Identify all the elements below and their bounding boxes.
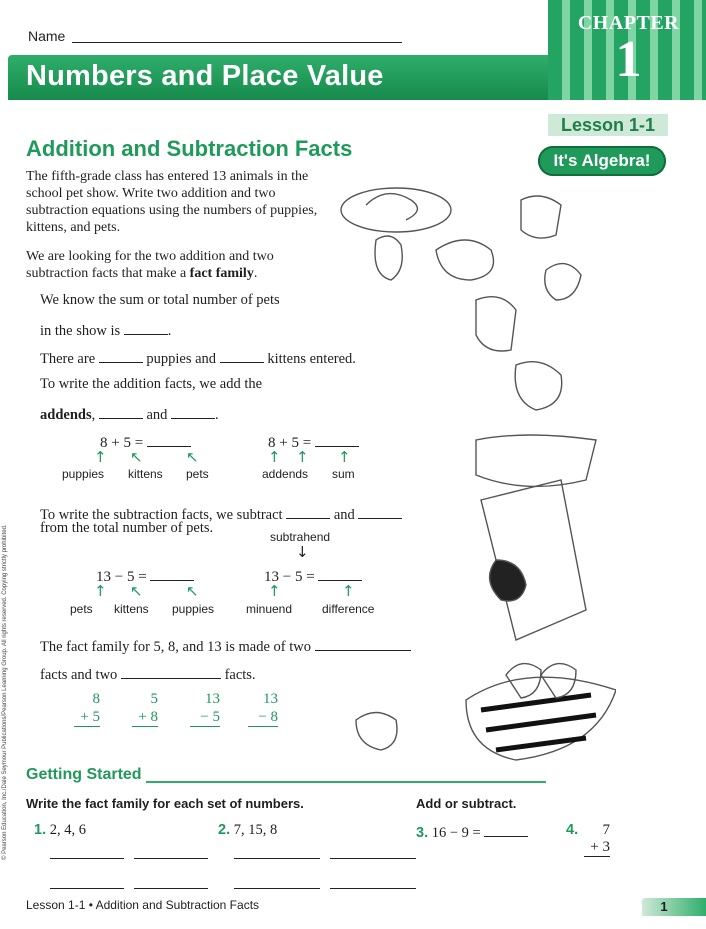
- problem-4-bottom: + 3: [584, 839, 610, 857]
- label-kittens-sub: kittens: [114, 602, 149, 616]
- lesson-heading: Addition and Subtraction Facts: [26, 136, 353, 161]
- step-addition-intro: To write the addition facts, we add the: [40, 376, 263, 392]
- instructions-fact-family: Write the fact family for each set of numbers.: [26, 796, 304, 811]
- problem-4-vertical: [584, 822, 610, 857]
- problem-3-answer[interactable]: [484, 822, 528, 837]
- problem-4-number: 4.: [566, 822, 579, 838]
- arrow-up-icon: ↑: [268, 582, 281, 600]
- vertical-fact-1: [74, 690, 100, 727]
- arrow-up-left-icon: ↖: [130, 582, 143, 600]
- kittens-entered-text: kittens entered.: [267, 351, 356, 367]
- chapter-number: 1: [615, 31, 642, 88]
- vfact1-top: 8: [92, 691, 100, 707]
- vfact2-bottom: + 8: [132, 708, 158, 727]
- fact-family-text-a: The fact family for 5, 8, and 13 is made of two: [40, 639, 311, 655]
- puppies-and-kittens-illustration: [333, 180, 616, 780]
- vertical-fact-2: [132, 690, 158, 727]
- footer-lesson-title: Addition and Subtraction Facts: [95, 898, 260, 912]
- arrow-up-icon: ↑: [268, 448, 281, 466]
- fact-type2-blank[interactable]: [121, 664, 221, 679]
- intro-paragraph: The fifth-grade class has entered 13 animals in the school pet show. Write two addition and two subtraction equations using the numbers of puppies, kittens, and pets.: [26, 169, 318, 235]
- answer-line[interactable]: [234, 888, 320, 889]
- step-sum-text: in the show is: [40, 323, 121, 339]
- page-number: 1: [660, 899, 668, 914]
- arrow-up-icon: ↑: [296, 448, 309, 466]
- puppies-and-text: puppies and: [146, 351, 217, 367]
- puppies-blank[interactable]: [99, 348, 143, 363]
- page-title: Numbers and Place Value: [26, 60, 384, 92]
- subtract-text: To write the subtraction facts, we subtract: [40, 507, 283, 523]
- subtraction-left-blank[interactable]: [150, 566, 194, 581]
- vfact1-bottom: + 5: [74, 708, 100, 727]
- fact-family-text-b: facts and two: [40, 667, 118, 683]
- vfact3-bottom: − 5: [190, 708, 220, 727]
- addend1-blank[interactable]: [99, 404, 143, 419]
- answer-line[interactable]: [134, 858, 208, 859]
- footer-bullet: •: [88, 898, 93, 912]
- instructions-add-subtract: Add or subtract.: [416, 796, 517, 811]
- arrow-up-icon: ↑: [94, 582, 107, 600]
- problem-1: [34, 822, 86, 839]
- p2-suffix: .: [253, 266, 258, 281]
- arrow-down-icon: ↓: [296, 543, 309, 561]
- label-sum: sum: [332, 467, 355, 481]
- problem-1-number: 1.: [34, 822, 47, 838]
- problem-3-number: 3.: [416, 825, 429, 841]
- footer-lesson-number: Lesson 1-1: [26, 898, 86, 912]
- answer-line[interactable]: [330, 858, 416, 859]
- answer-line[interactable]: [330, 888, 416, 889]
- problem-3-text: 16 − 9 =: [431, 825, 481, 841]
- subtraction-left-text: 13 − 5 =: [96, 569, 147, 585]
- problem-4: [566, 822, 578, 839]
- problem-2-number: 2.: [218, 822, 231, 838]
- algebra-badge: It's Algebra!: [538, 146, 666, 176]
- problem-2-text: 7, 15, 8: [233, 822, 278, 838]
- label-pets: pets: [186, 467, 209, 481]
- addends-and: and: [146, 407, 168, 423]
- vfact4-top: 13: [263, 691, 278, 707]
- answer-line[interactable]: [134, 888, 208, 889]
- subtraction-from-line: from the total number of pets.: [40, 520, 214, 536]
- subtract-and: and: [333, 507, 355, 523]
- step-sum-intro: We know the sum or total number of pets: [40, 292, 280, 308]
- problem-3: [416, 822, 528, 842]
- label-puppies-sub: puppies: [172, 602, 215, 616]
- name-label: Name: [28, 28, 66, 44]
- p2-prefix: We are looking for the two addition and two subtraction facts that make a: [26, 249, 274, 281]
- label-subtrahend: subtrahend: [270, 530, 331, 544]
- answer-line[interactable]: [50, 858, 124, 859]
- copyright-notice: [0, 440, 14, 860]
- addition-equation-left: [100, 432, 191, 452]
- arrow-up-left-icon: ↖: [186, 448, 199, 466]
- vfact3-top: 13: [205, 691, 220, 707]
- addition-left-text: 8 + 5 =: [100, 435, 144, 451]
- section-rule: [146, 781, 546, 783]
- vfact2-top: 5: [150, 691, 158, 707]
- arrow-up-icon: ↑: [338, 448, 351, 466]
- footer-lesson: [26, 898, 259, 912]
- label-minuend: minuend: [246, 602, 293, 616]
- answer-line[interactable]: [234, 858, 320, 859]
- addend2-blank[interactable]: [171, 404, 215, 419]
- answer-line[interactable]: [50, 888, 124, 889]
- subtraction-equation-left: [96, 566, 194, 586]
- label-addends: addends: [262, 467, 309, 481]
- arrow-up-left-icon: ↖: [186, 582, 199, 600]
- subtract1-blank[interactable]: [286, 504, 330, 519]
- sum-blank[interactable]: [124, 320, 168, 335]
- lesson-tag: Lesson 1-1: [548, 114, 668, 136]
- subtraction-right-text: 13 − 5 =: [264, 569, 315, 585]
- fact-family-line2: [40, 664, 256, 684]
- fact-family-text-c: facts.: [224, 667, 256, 683]
- label-difference: difference: [322, 602, 375, 616]
- label-puppies: puppies: [62, 467, 105, 481]
- vertical-fact-3: [190, 690, 220, 727]
- fact-family-paragraph: [26, 248, 326, 282]
- fact-family-term: fact family: [189, 266, 254, 281]
- addition-right-text: 8 + 5 =: [268, 435, 312, 451]
- addends-term: addends: [40, 407, 92, 423]
- arrow-up-icon: ↑: [94, 448, 107, 466]
- chapter-label: CHAPTER: [577, 12, 680, 34]
- getting-started-heading: Getting Started: [26, 766, 142, 783]
- vertical-fact-4: [248, 690, 278, 727]
- there-are-text: There are: [40, 351, 96, 367]
- step-counts-line: [40, 348, 356, 368]
- problem-4-top: 7: [602, 822, 610, 838]
- arrow-up-left-icon: ↖: [130, 448, 143, 466]
- name-field[interactable]: [72, 42, 402, 43]
- step-sum-line: in the show is .: [40, 320, 171, 340]
- arrow-up-icon: ↑: [342, 582, 355, 600]
- problem-1-text: 2, 4, 6: [49, 822, 86, 838]
- addition-left-blank[interactable]: [147, 432, 191, 447]
- kittens-blank[interactable]: [220, 348, 264, 363]
- step-addends-line: addends, and .: [40, 404, 219, 424]
- label-kittens: kittens: [128, 467, 163, 481]
- copyright-text: © Pearson Education, Inc./Dale Seymour Publications/Pearson Learning Group. All rights reserved. Copying strictly prohibited.: [2, 524, 8, 860]
- problem-2: [218, 822, 277, 839]
- vfact4-bottom: − 8: [248, 708, 278, 727]
- label-pets-sub: pets: [70, 602, 93, 616]
